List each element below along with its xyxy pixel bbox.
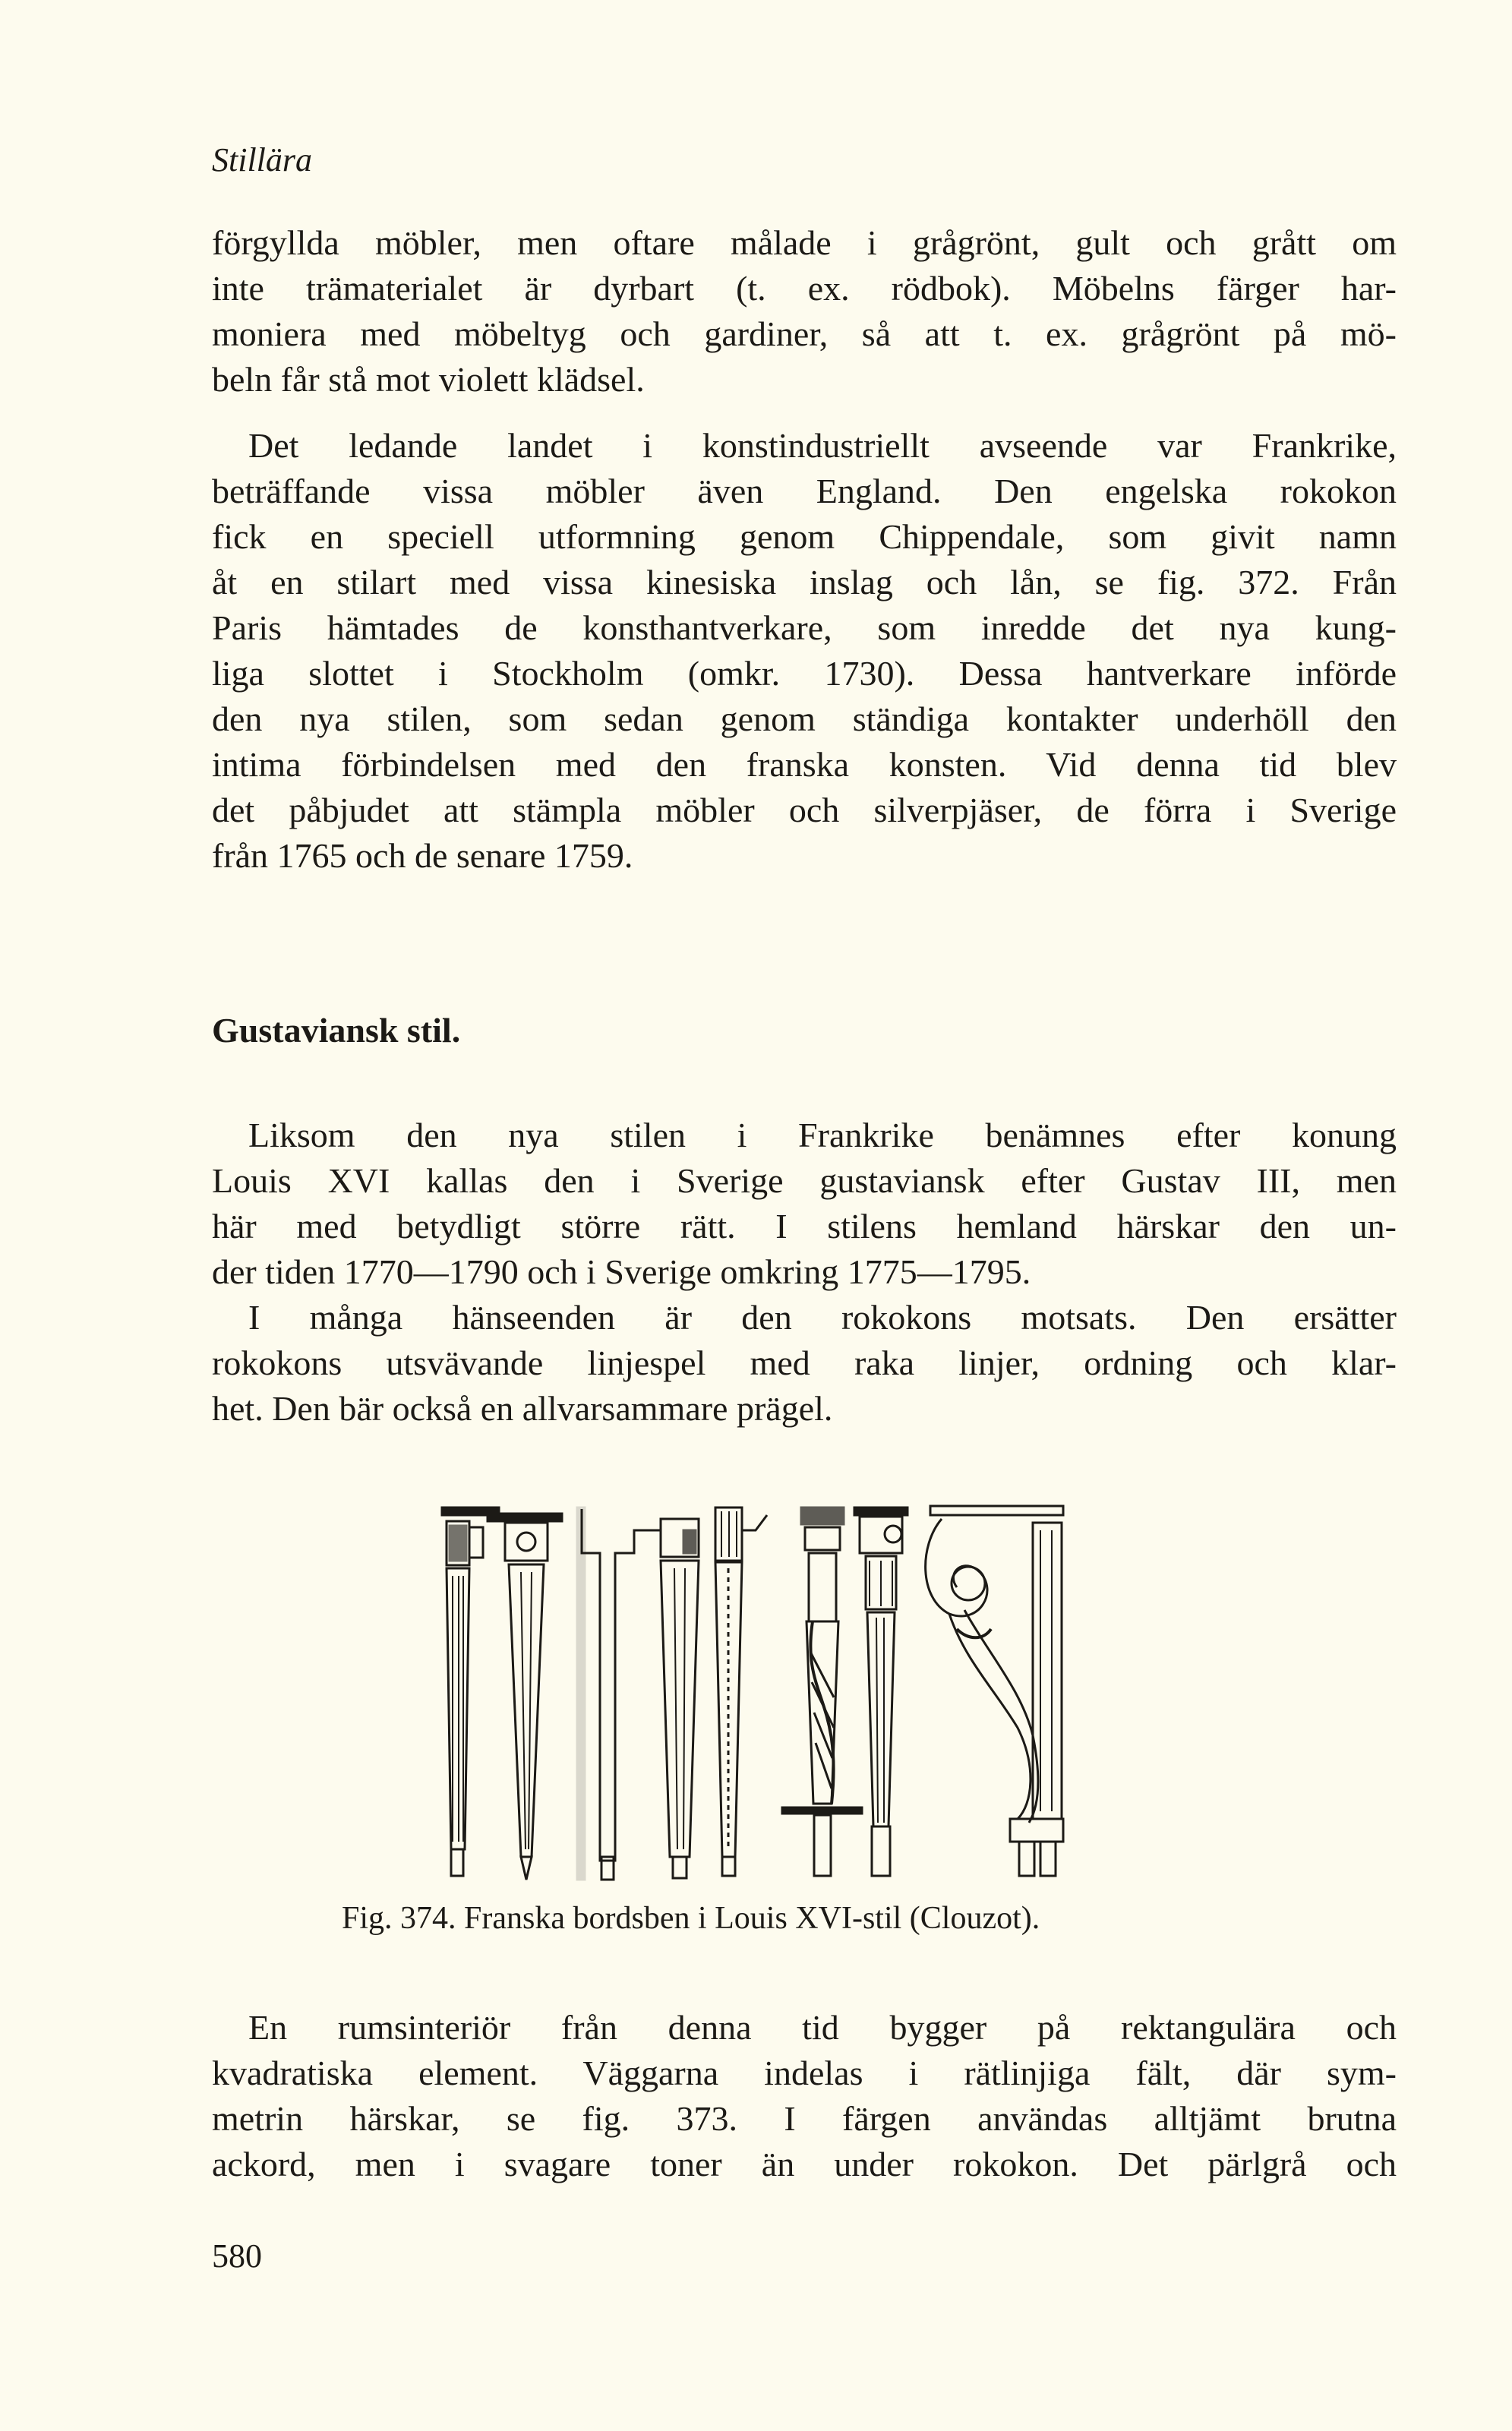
text-line: Det ledande landet i konstindustriellt avseende var Frankrike, <box>248 426 1397 465</box>
text-line: kvadratiska element. Väggarna indelas i rätlinjiga fält, där sym- <box>212 2054 1397 2092</box>
text-line: fick en speciell utformning genom Chippendale, som givit namn <box>212 517 1397 556</box>
text-line: inte trämaterialet är dyrbart (t. ex. rödbok). Möbelns färger har- <box>212 269 1397 308</box>
paragraph-4 <box>212 1295 1397 1432</box>
text-line: förgyllda möbler, men oftare målade i grågrönt, gult och grått om <box>212 223 1397 262</box>
text-line: rokokons utsvävande linjespel med raka linjer, ordning och klar- <box>212 1343 1397 1382</box>
text-line: den nya stilen, som sedan genom ständiga kontakter underhöll den <box>212 699 1397 738</box>
text-line: het. Den bär också en allvarsammare prägel. <box>212 1389 833 1428</box>
table-leg-1 <box>442 1508 499 1876</box>
text-line: moniera med möbeltyg och gardiner, så att t. ex. grågrönt på mö- <box>212 314 1397 353</box>
text-line: Paris hämtades de konsthantverkare, som inredde det nya kung- <box>212 608 1397 647</box>
table-leg-8 <box>926 1506 1063 1876</box>
text-line: Liksom den nya stilen i Frankrike benämnes efter konung <box>248 1116 1397 1154</box>
table-leg-3 <box>577 1508 661 1880</box>
text-line: från 1765 och de senare 1759. <box>212 836 633 875</box>
page-number: 580 <box>212 2237 262 2275</box>
section-heading: Gustaviansk stil. <box>212 1011 461 1050</box>
table-legs-illustration <box>433 1500 1185 1883</box>
paragraph-2 <box>212 423 1397 879</box>
table-leg-5 <box>715 1508 767 1876</box>
text-line: ackord, men i svagare toner än under rokokon. Det pärlgrå och <box>212 2145 1397 2183</box>
text-line: I många hänseenden är den rokokons motsats. Den ersätter <box>248 1298 1397 1337</box>
paragraph-5 <box>212 2005 1397 2187</box>
text-line: intima förbindelsen med den franska konsten. Vid denna tid blev <box>212 745 1397 784</box>
text-line: metrin härskar, se fig. 373. I färgen användas alltjämt brutna <box>212 2099 1397 2138</box>
running-head: Stillära <box>212 141 313 178</box>
table-leg-7 <box>854 1508 908 1876</box>
text-line: beträffande vissa möbler även England. Den engelska rokokon <box>212 472 1397 510</box>
text-line: beln får stå mot violett klädsel. <box>212 360 645 399</box>
paragraph-1 <box>212 220 1397 403</box>
table-leg-6 <box>782 1508 862 1876</box>
text-line: åt en stilart med vissa kinesiska inslag och lån, se fig. 372. Från <box>212 563 1397 601</box>
paragraph-3 <box>212 1113 1397 1295</box>
figure-caption: Fig. 374. Franska bordsben i Louis XVI-stil (Clouzot). <box>342 1901 1040 1936</box>
text-line: En rumsinteriör från denna tid bygger på rektangulära och <box>248 2008 1397 2047</box>
text-line: der tiden 1770—1790 och i Sverige omkring 1775—1795. <box>212 1252 1031 1291</box>
text-line: liga slottet i Stockholm (omkr. 1730). Dessa hantverkare införde <box>212 654 1397 693</box>
table-leg-2 <box>488 1514 562 1880</box>
text-line: här med betydligt större rätt. I stilens hemland härskar den un- <box>212 1207 1397 1245</box>
table-leg-4 <box>661 1519 699 1878</box>
text-line: Louis XVI kallas den i Sverige gustaviansk efter Gustav III, men <box>212 1161 1397 1200</box>
text-line: det påbjudet att stämpla möbler och silverpjäser, de förra i Sverige <box>212 791 1397 829</box>
